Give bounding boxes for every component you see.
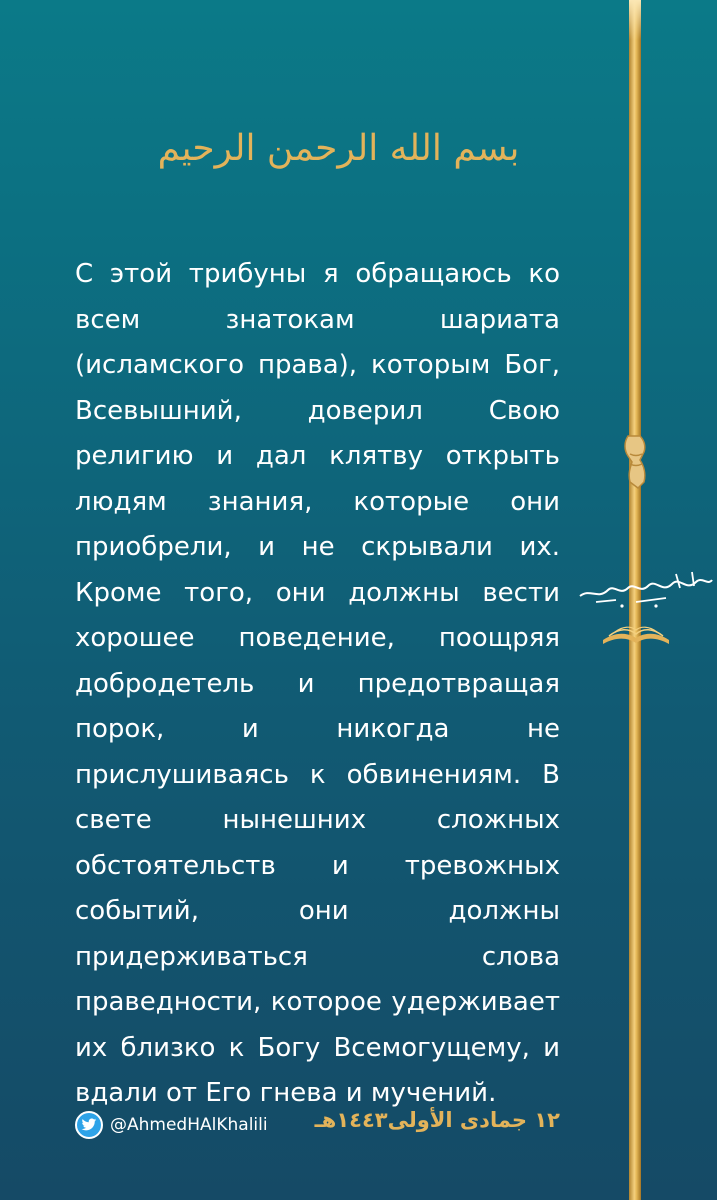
ribbon-highlight <box>629 0 641 40</box>
twitter-handle-link[interactable] <box>75 1110 268 1140</box>
main-text: С этой трибуны я обращаюсь ко всем знатокам шариата (исламского права), которым Бог, Всевышний, доверил Свою религию и дал клятву открыть людям знания, которые они приобрели, и не скрывали их. Кроме того, они должны вести хорошее поведение, поощряя добродетель и предотвращая порок, и никогда не прислушиваясь к обвинениям. В свете нынешних сложных обстоятельств и тревожных событий, они должны придерживаться слова праведности, которое удерживает их близко к Богу Всемогущему, и вдали от Его гнева и мучений. <box>75 259 560 1108</box>
holding-hands-icon <box>618 432 652 492</box>
signature-calligraphy <box>576 566 716 610</box>
open-book-icon <box>601 618 671 646</box>
twitter-bird-icon <box>75 1111 103 1139</box>
twitter-handle-text: @AhmedHAlKhalili <box>110 1115 268 1135</box>
basmala-heading: بسم الله الرحمن الرحيم <box>157 128 520 169</box>
hijri-date: ١٢ جمادى الأولى١٤٤٣هـ <box>314 1108 560 1132</box>
